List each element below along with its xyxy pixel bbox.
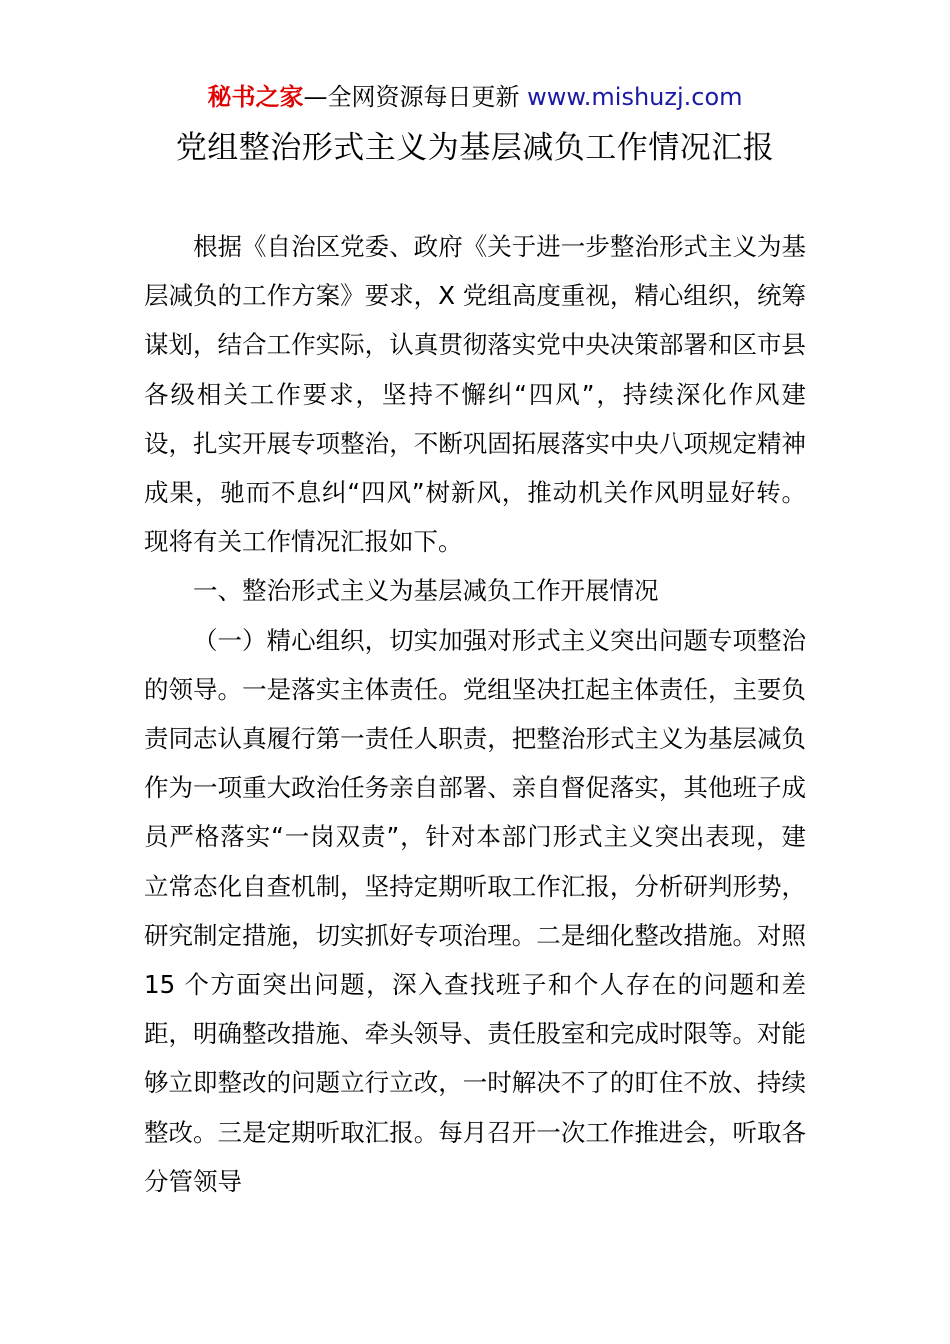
brand-name: 秘书之家 <box>207 83 304 111</box>
section-heading: 一、整治形式主义为基层减负工作开展情况 <box>193 576 659 606</box>
subsection-paragraph: （一）精心组织，切实加强对形式主义突出问题专项整治的领导。一是落实主体责任。党组坚决扛起主体责任，主要负责同志认真履行第一责任人职责，把整治形式主义为基层减负作为一项重大政治任务亲自部署、亲自督促落实，其他班子成员严格落实“一岗双责”，针对本部门形式主义突出表现，建立常态化自查机制，坚持定期听取工作汇报，分析研判形势，研究制定措施，切实抓好专项治理。二是细化整改措施。对照 15 个方面突出问题，深入查找班子和个人存在的问题和差距，明确整改措施、牵头领导、责任股室和完成时限等。对能够立即整改的问题立行立改，一时解决不了的盯住不放、持续整改。三是定期听取汇报。每月召开一次工作推进会，听取各分管领导 <box>144 625 806 1196</box>
header-tagline: —全网资源每日更新 <box>303 83 520 111</box>
document-body <box>144 222 806 1206</box>
site-header <box>0 80 950 114</box>
document-title: 党组整治形式主义为基层减负工作情况汇报 <box>175 130 775 166</box>
site-url-link[interactable]: www.mishuzj.com <box>527 83 743 111</box>
intro-paragraph: 根据《自治区党委、政府《关于进一步整治形式主义为基层减负的工作方案》要求，X 党组高度重视，精心组织，统筹谋划，结合工作实际，认真贯彻落实党中央决策部署和区市县各级相关工作要求，坚持不懈纠“四风”，持续深化作风建设，扎实开展专项整治，不断巩固拓展落实中央八项规定精神成果，驰而不息纠“四风”树新风，推动机关作风明显好转。现将有关工作情况汇报如下。 <box>144 232 806 557</box>
